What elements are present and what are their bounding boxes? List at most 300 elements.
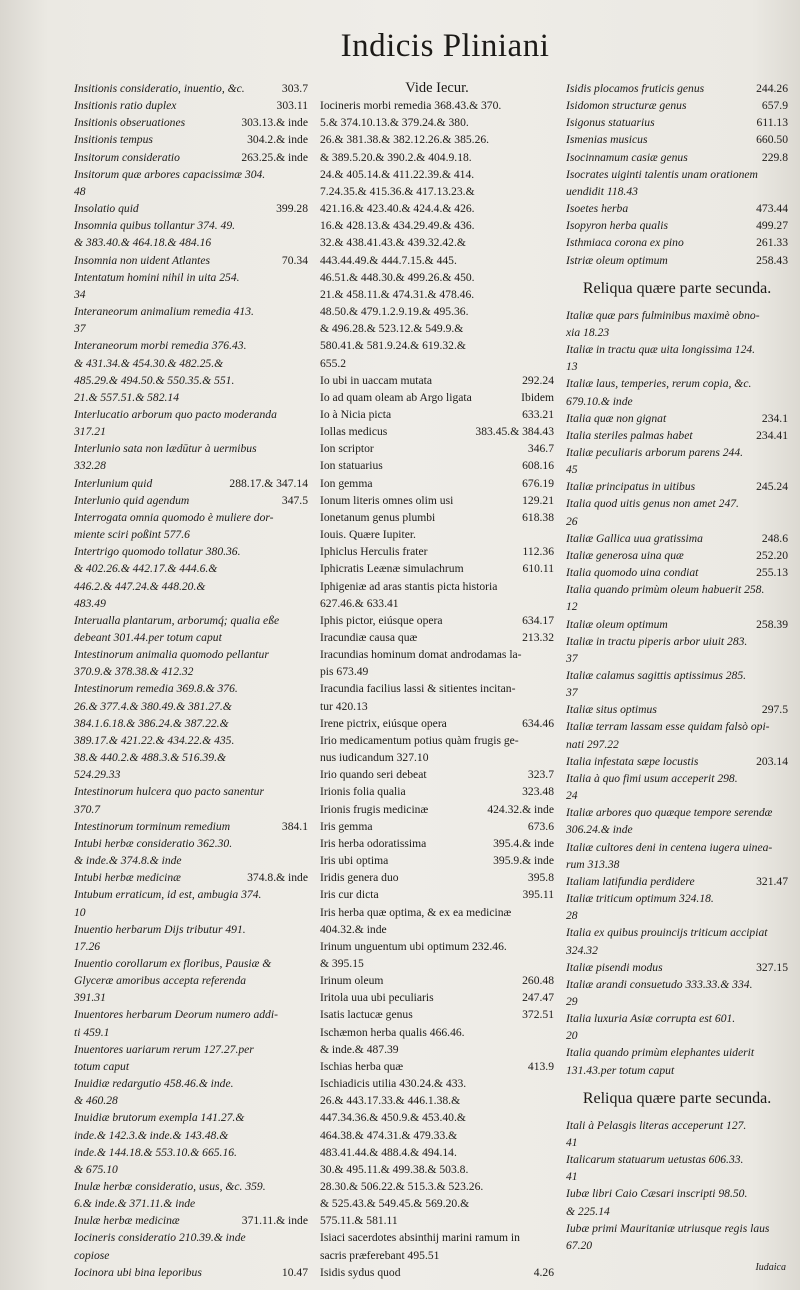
entry-page-ref: 260.48 bbox=[522, 974, 554, 988]
entry-page-ref: 611.13 bbox=[756, 116, 788, 130]
entry-page-ref: 245.24 bbox=[756, 480, 788, 494]
entry-page-ref: 395.8 bbox=[527, 871, 554, 885]
entry-text: Inuidiæ redargutio 458.46.& inde. & 460.28 bbox=[74, 1077, 234, 1108]
entry-page-ref: 473.44 bbox=[756, 202, 788, 216]
index-entry bbox=[566, 478, 788, 495]
index-entry bbox=[320, 680, 554, 714]
entry-text: Iris gemma bbox=[320, 819, 373, 833]
entry-page-ref: 303.13.& inde bbox=[241, 116, 308, 130]
index-entry bbox=[566, 97, 788, 114]
index-entry bbox=[320, 1229, 554, 1263]
index-entry bbox=[566, 200, 788, 217]
entry-text: Ion scriptor bbox=[320, 442, 374, 456]
entry-text: Io à Nicia picta bbox=[320, 407, 392, 421]
entry-text: Iridis genera duo bbox=[320, 871, 399, 885]
entry-text: Italia luxuria Asiæ corrupta est 601. 20 bbox=[566, 1012, 736, 1043]
entry-text: Ionum literis omnes olim usi bbox=[320, 493, 454, 507]
index-entry bbox=[566, 444, 788, 478]
entry-text: Irinum oleum bbox=[320, 974, 384, 988]
index-entry bbox=[320, 526, 554, 543]
entry-text: Iphiclus Herculis frater bbox=[320, 545, 428, 559]
entry-page-ref: 618.38 bbox=[522, 510, 554, 524]
entry-page-ref: 255.13 bbox=[756, 566, 788, 580]
entry-text: Ischiadicis utilia 430.24.& 433. 26.& 443.17.33.& 446.1.38.& 447.34.36.& 450.9.& 453.40.& 464.38.& 474.31.& 479.33.& 483.41.44.& 488.4.& 494.14. 30.& 495.11.& 499.38.& 503.8. 28.30.& 506.22.& 515.3.& 523.26. & 525.43.& 549.45.& 569.20.& 575.11.& 581.11 bbox=[320, 1077, 484, 1228]
entry-text: Inulæ herbæ consideratio, usus, &c. 359. 6.& inde.& 371.11.& inde bbox=[74, 1180, 266, 1211]
entry-text: Isiaci sacerdotes absinthij marini ramum in sacris præferebant 495.51 bbox=[320, 1231, 520, 1262]
index-entry bbox=[320, 543, 554, 560]
entry-text: Inuidiæ brutorum exempla 141.27.& inde.& 142.3.& inde.& 143.48.& inde.& 144.18.& 553.10.& 665.16. & 675.10 bbox=[74, 1111, 245, 1176]
entry-page-ref: 399.28 bbox=[276, 202, 308, 216]
entry-text: Italia quæ non gignat bbox=[566, 411, 667, 425]
entry-text: Inuentores herbarum Deorum numero addi- ti 459.1 bbox=[74, 1008, 278, 1039]
entry-text: Italiæ in tractu quæ uita longissima 124. 13 bbox=[566, 343, 756, 374]
entry-text: Italiæ pisendi modus bbox=[566, 960, 663, 974]
entry-text: Interrogata omnia quomodo è muliere dor- miente sciri poßint 577.6 bbox=[74, 510, 274, 542]
entry-page-ref: 323.7 bbox=[527, 768, 554, 782]
index-entry bbox=[566, 1044, 788, 1078]
entry-text: Interlucatio arborum quo pacto moderanda 317.21 bbox=[74, 407, 277, 439]
entry-text: Iollas medicus bbox=[320, 425, 388, 439]
entry-page-ref: 247.47 bbox=[522, 991, 554, 1005]
entry-page-ref: 70.34 bbox=[281, 253, 308, 267]
entry-page-ref: 229.8 bbox=[761, 150, 788, 164]
entry-text: Isidis plocamos fruticis genus bbox=[566, 82, 705, 95]
entry-text: Insitorum quæ arbores capacissimæ 304. 48 bbox=[74, 167, 266, 198]
index-entry bbox=[74, 149, 308, 166]
entry-text: Irene pictrix, eiúsque opera bbox=[320, 716, 447, 730]
entry-text: Ischæmon herba qualis 466.46. & inde.& 487.39 bbox=[320, 1025, 465, 1056]
entry-text: Iubæ primi Mauritaniæ utriusque regis laus 67.20 bbox=[566, 1221, 770, 1252]
entry-text: Interlunium quid bbox=[74, 476, 153, 490]
index-entry bbox=[566, 633, 788, 667]
index-entry bbox=[320, 560, 554, 577]
index-entry bbox=[74, 269, 308, 303]
entry-text: Insitionis consideratio, inuentio, &c. bbox=[74, 82, 245, 95]
index-entry bbox=[320, 989, 554, 1006]
entry-page-ref: 384.1 bbox=[281, 819, 308, 833]
entry-text: Insolatio quid bbox=[74, 202, 139, 216]
entry-text: Intubum erraticum, id est, ambugia 374. 10 bbox=[74, 888, 262, 919]
entry-text: Isoetes herba bbox=[566, 202, 629, 216]
index-entry bbox=[566, 217, 788, 234]
index-entry bbox=[74, 509, 308, 543]
entry-text: Italia quod uitis genus non amet 247. 26 bbox=[566, 497, 739, 528]
entry-text: Interaneorum morbi remedia 376.43. & 431.34.& 454.30.& 482.25.& 485.29.& 494.50.& 550.35.& 551. 21.& 557.51.& 582.14 bbox=[74, 339, 247, 404]
index-entry bbox=[74, 869, 308, 886]
entry-page-ref: Ibidem bbox=[521, 390, 554, 404]
entry-text: Irionis frugis medicinæ bbox=[320, 802, 429, 816]
entry-page-ref: 660.50 bbox=[756, 133, 788, 147]
entry-page-ref: 234.41 bbox=[756, 428, 788, 442]
entry-page-ref: 327.15 bbox=[756, 960, 788, 974]
cross-reference-heading: Vide Iecur. bbox=[405, 80, 469, 96]
index-entry bbox=[320, 1264, 554, 1281]
index-entry bbox=[74, 475, 308, 492]
index-entry bbox=[566, 839, 788, 873]
entry-page-ref: 395.4.& inde bbox=[493, 836, 554, 850]
index-entry bbox=[566, 341, 788, 375]
entry-text: Isigonus statuarius bbox=[566, 116, 655, 130]
entry-text: Insitionis tempus bbox=[74, 133, 153, 147]
entry-text: Italiæ generosa uina quæ bbox=[566, 548, 684, 562]
index-entry bbox=[566, 718, 788, 752]
entry-page-ref: 4.26 bbox=[533, 1265, 554, 1279]
index-entry bbox=[320, 492, 554, 509]
entry-text: Insitionis ratio duplex bbox=[74, 99, 177, 113]
index-entry bbox=[74, 217, 308, 251]
index-entry bbox=[320, 801, 554, 818]
middle-column-entries bbox=[320, 97, 554, 1281]
entry-page-ref: 395.9.& inde bbox=[493, 854, 554, 868]
entry-page-ref: 303.11 bbox=[276, 99, 308, 113]
index-entry bbox=[566, 547, 788, 564]
entry-page-ref: 321.47 bbox=[756, 874, 788, 888]
index-entry bbox=[566, 976, 788, 1010]
entry-text: Iris cur dicta bbox=[320, 888, 379, 902]
entry-page-ref: 676.19 bbox=[522, 476, 554, 490]
entry-page-ref: 258.43 bbox=[756, 253, 788, 267]
entry-text: Intestinorum torminum remedium bbox=[74, 819, 231, 833]
entry-text: Italicarum statuarum uetustas 606.33. 41 bbox=[566, 1153, 744, 1184]
index-entry bbox=[74, 955, 308, 1006]
index-entry bbox=[566, 890, 788, 924]
entry-page-ref: 371.11.& inde bbox=[241, 1214, 308, 1228]
index-entry bbox=[74, 252, 308, 269]
index-entry bbox=[320, 1075, 554, 1229]
right-column-entries-bottom bbox=[566, 1117, 788, 1254]
index-entry bbox=[320, 783, 554, 800]
entry-text: Italiæ quæ pars fulminibus maximè obno- xia 18.23 bbox=[566, 308, 760, 339]
entry-page-ref: 413.9 bbox=[527, 1059, 554, 1073]
entry-text: Italiæ in tractu piperis arbor uiuit 283. 37 bbox=[566, 634, 748, 665]
index-entry bbox=[320, 1006, 554, 1023]
index-entry bbox=[74, 114, 308, 131]
index-entry bbox=[74, 1041, 308, 1075]
entry-text: Italia quomodo uina condiat bbox=[566, 566, 699, 580]
index-entry bbox=[566, 924, 788, 958]
index-entry bbox=[320, 406, 554, 423]
index-entry bbox=[566, 530, 788, 547]
index-entry bbox=[566, 873, 788, 890]
entry-text: Ion gemma bbox=[320, 476, 373, 490]
entry-page-ref: 323.48 bbox=[522, 785, 554, 799]
entry-page-ref: 261.33 bbox=[756, 236, 788, 250]
index-entry bbox=[566, 701, 788, 718]
index-entry bbox=[566, 166, 788, 200]
entry-page-ref: 383.45.& 384.43 bbox=[475, 425, 554, 439]
index-entry bbox=[320, 1058, 554, 1075]
entry-page-ref: 297.5 bbox=[761, 703, 788, 717]
index-entry bbox=[74, 543, 308, 612]
entry-page-ref: 263.25.& inde bbox=[241, 150, 308, 164]
entry-text: Interlunio sata non lædūtur à uermibus 332.28 bbox=[74, 442, 257, 473]
index-entry bbox=[320, 904, 554, 938]
index-entry bbox=[320, 457, 554, 474]
index-entry bbox=[320, 646, 554, 680]
entry-text: Insomnia non uident Atlantes bbox=[74, 253, 211, 267]
section-heading-1: Reliqua quære parte secunda. bbox=[582, 279, 772, 297]
entry-text: Io ubi in uaccam mutata bbox=[320, 373, 433, 387]
entry-text: Insitorum consideratio bbox=[74, 150, 180, 164]
entry-text: Iritola uua ubi peculiaris bbox=[320, 991, 434, 1005]
index-entry bbox=[74, 1212, 308, 1229]
right-column-entries-middle bbox=[566, 307, 788, 1079]
index-entry bbox=[566, 1185, 788, 1219]
entry-text: Io ad quam oleam ab Argo ligata bbox=[320, 390, 472, 404]
index-entry bbox=[566, 131, 788, 148]
entry-text: Isthmiaca corona ex pino bbox=[566, 236, 684, 250]
index-entry bbox=[320, 629, 554, 646]
entry-text: Isatis lactucæ genus bbox=[320, 1008, 413, 1022]
entry-text: Italiæ situs optimus bbox=[566, 703, 657, 717]
entry-text: Insomnia quibus tollantur 374. 49. & 383.40.& 464.18.& 484.16 bbox=[74, 219, 236, 250]
entry-page-ref: 499.27 bbox=[756, 219, 788, 233]
index-entry bbox=[320, 509, 554, 526]
entry-text: Intestinorum remedia 369.8.& 376. 26.& 377.4.& 380.49.& 381.27.& 384.1.6.18.& 386.24.& 387.22.& 389.17.& 421.22.& 434.22.& 435. 38.& 440.2.& 488.3.& 516.39.& 524.29.33 bbox=[74, 682, 238, 782]
index-entry bbox=[566, 307, 788, 341]
entry-text: Irinum unguentum ubi optimum 232.46. & 395.15 bbox=[320, 939, 507, 970]
index-entry bbox=[74, 612, 308, 646]
entry-text: Italia steriles palmas habet bbox=[566, 428, 693, 442]
entry-text: Intubi herbæ consideratio 362.30. & inde.& 374.8.& inde bbox=[74, 836, 233, 868]
index-entry bbox=[566, 753, 788, 770]
index-entry bbox=[320, 938, 554, 972]
index-entry bbox=[566, 616, 788, 633]
entry-text: Iracundias hominum domat androdamas la- pis 673.49 bbox=[320, 648, 522, 679]
entry-page-ref: 203.14 bbox=[756, 754, 788, 768]
entry-text: Iracundiæ causa quæ bbox=[320, 631, 418, 644]
index-entry bbox=[74, 97, 308, 114]
entry-page-ref: 248.6 bbox=[761, 531, 788, 545]
entry-text: Iphigeniæ ad aras stantis picta historia 627.46.& 633.41 bbox=[320, 579, 498, 610]
index-entry bbox=[320, 440, 554, 457]
index-entry bbox=[74, 818, 308, 835]
index-entry bbox=[74, 783, 308, 817]
index-entry bbox=[74, 1264, 308, 1281]
entry-page-ref: 252.20 bbox=[756, 548, 788, 562]
index-entry bbox=[74, 1178, 308, 1212]
entry-page-ref: 213.32 bbox=[522, 631, 554, 644]
index-entry bbox=[320, 715, 554, 732]
index-entry bbox=[566, 80, 788, 97]
index-entry bbox=[320, 423, 554, 440]
index-entry bbox=[566, 427, 788, 444]
index-entry bbox=[74, 166, 308, 200]
entry-page-ref: 292.24 bbox=[522, 373, 554, 387]
index-entry bbox=[320, 612, 554, 629]
entry-text: Irio medicamentum potius quàm frugis ge- nus iudicandum 327.10 bbox=[320, 733, 519, 765]
index-entry bbox=[74, 80, 308, 97]
entry-text: Intubi herbæ medicinæ bbox=[74, 871, 181, 885]
entry-page-ref: 608.16 bbox=[522, 459, 554, 473]
entry-text: Iocinora ubi bina leporibus bbox=[74, 1265, 202, 1279]
entry-text: Iphis pictor, eiúsque opera bbox=[320, 613, 443, 627]
entry-page-ref: 303.7 bbox=[281, 82, 308, 95]
entry-text: Intestinorum hulcera quo pacto sanentur 370.7 bbox=[74, 785, 264, 816]
middle-column bbox=[320, 80, 554, 1281]
entry-text: Italia à quo fimi usum acceperit 298. 24 bbox=[566, 771, 738, 803]
index-entry bbox=[320, 818, 554, 835]
index-entry bbox=[320, 869, 554, 886]
section-heading-2: Reliqua quære parte secunda. bbox=[582, 1089, 772, 1107]
index-entry bbox=[566, 804, 788, 838]
index-entry bbox=[320, 835, 554, 852]
left-column bbox=[74, 80, 308, 1281]
entry-text: Isopyron herba qualis bbox=[566, 219, 668, 233]
entry-page-ref: 395.11 bbox=[522, 888, 554, 902]
entry-text: Iris herba odoratissima bbox=[320, 836, 427, 850]
entry-text: Inuentores uariarum rerum 127.27.per totum caput bbox=[74, 1042, 254, 1073]
index-entry bbox=[566, 410, 788, 427]
index-entry bbox=[566, 959, 788, 976]
entry-text: Intertrigo quomodo tollatur 380.36. & 402.26.& 442.17.& 444.6.& 446.2.& 447.24.& 448.20.& 483.49 bbox=[74, 545, 241, 610]
entry-text: Isidis sydus quod bbox=[320, 1265, 401, 1279]
entry-text: Italiæ peculiaris arborum parens 244. 45 bbox=[566, 445, 744, 477]
index-entry bbox=[74, 440, 308, 474]
page-title: Indicis Pliniani bbox=[340, 28, 550, 64]
entry-text: Italiam latifundia perdidere bbox=[566, 874, 695, 888]
index-entry bbox=[320, 475, 554, 492]
entry-page-ref: 129.21 bbox=[522, 493, 554, 507]
catchword: Iudaica bbox=[755, 1262, 786, 1273]
entry-text: Itali à Pelasgis literas acceperunt 127. 41 bbox=[566, 1118, 747, 1149]
entry-text: Isidomon structuræ genus bbox=[566, 99, 687, 113]
index-entry bbox=[74, 1075, 308, 1109]
entry-text: Italiæ Gallica uua gratissima bbox=[566, 531, 703, 545]
index-entry bbox=[566, 114, 788, 131]
index-entry bbox=[74, 1109, 308, 1178]
index-entry bbox=[320, 372, 554, 389]
entry-text: Istriæ oleum optimum bbox=[566, 253, 668, 267]
entry-text: Intentatum homini nihil in uita 254. 34 bbox=[74, 270, 240, 301]
entry-page-ref: 347.5 bbox=[281, 493, 308, 507]
index-entry bbox=[74, 200, 308, 217]
entry-text: Italiæ calamus sagittis aptissimus 285. 37 bbox=[566, 669, 747, 700]
index-entry bbox=[74, 886, 308, 920]
index-entry bbox=[566, 1117, 788, 1151]
index-entry bbox=[320, 852, 554, 869]
entry-text: Italiæ laus, temperies, rerum copia, &c. 679.10.& inde bbox=[566, 377, 752, 408]
entry-text: Italiæ principatus in uitibus bbox=[566, 480, 696, 494]
index-entry bbox=[566, 495, 788, 529]
entry-page-ref: 424.32.& inde bbox=[487, 802, 554, 816]
entry-text: Italia quando primùm elephantes uiderit 131.43.per totum caput bbox=[566, 1046, 755, 1077]
entry-text: Inuentio corollarum ex floribus, Pausiæ & Glyceræ amoribus accepta referenda 391.31 bbox=[74, 956, 272, 1005]
index-entry bbox=[566, 581, 788, 615]
index-entry bbox=[566, 770, 788, 804]
entry-page-ref: 244.26 bbox=[756, 82, 788, 95]
entry-text: Italiæ triticum optimum 324.18. 28 bbox=[566, 892, 714, 923]
index-entry bbox=[320, 97, 554, 372]
index-entry bbox=[566, 234, 788, 251]
entry-text: Italiæ cultores deni in centena iugera uinea- rum 313.38 bbox=[566, 840, 773, 871]
entry-text: Iouis. Quære Iupiter. bbox=[320, 528, 416, 542]
index-entry bbox=[74, 1229, 308, 1263]
index-entry bbox=[566, 1010, 788, 1044]
index-entry bbox=[320, 972, 554, 989]
index-entry bbox=[566, 1151, 788, 1185]
entry-text: Iubæ libri Caio Cæsari inscripti 98.50. & 225.14 bbox=[566, 1187, 748, 1218]
index-entry bbox=[566, 149, 788, 166]
entry-text: Italia quando primùm oleum habuerit 258. 12 bbox=[566, 583, 765, 614]
entry-text: Italiæ arbores quo quæque tempore serendæ 306.24.& inde bbox=[566, 806, 773, 837]
index-entry bbox=[74, 492, 308, 509]
entry-text: Italia infestata sæpe locustis bbox=[566, 754, 699, 768]
entry-text: Ischias herba quæ bbox=[320, 1059, 404, 1073]
index-entry bbox=[74, 1006, 308, 1040]
entry-text: Isocrates uiginti talentis unam orationem uendidit 118.43 bbox=[566, 167, 758, 198]
index-entry bbox=[74, 680, 308, 783]
entry-text: Inuentio herbarum Dijs tributur 491. 17.26 bbox=[74, 922, 246, 953]
index-entry bbox=[74, 303, 308, 337]
entry-text: Ionetanum genus plumbi bbox=[320, 510, 436, 524]
index-entry bbox=[566, 667, 788, 701]
entry-page-ref: 673.6 bbox=[527, 819, 554, 833]
index-entry bbox=[74, 921, 308, 955]
entry-text: Iocineris morbi remedia 368.43.& 370. 5.& 374.10.13.& 379.24.& 380. 26.& 381.38.& 382.12.26.& 385.26. & 389.5.20.& 390.2.& 404.9.18. 24.& 405.14.& 411.22.39.& 414. 7.24.35.& 415.36.& 417.13.23.& 421.16.& 423.40.& 424.4.& 426. 16.& 428.13.& 434.29.49.& 436. 32.& 438.41.43.& 439.32.42.& 443.44.49.& 444.7.15.& 445. 46.51.& 448.30.& 499.26.& 450. 21.& 458.11.& 474.31.& 478.46. 48.50.& 479.1.2.9.19.& 495.36. & 496.28.& 523.12.& 549.9.& 580.41.& 581.9.24.& 619.32.& 655.2 bbox=[320, 99, 502, 370]
entry-text: Iris herba quæ optima, & ex ea medicinæ 404.32.& inde bbox=[320, 905, 512, 936]
index-entry bbox=[320, 1024, 554, 1058]
index-entry bbox=[74, 835, 308, 869]
entry-page-ref: 234.1 bbox=[761, 411, 788, 425]
right-column bbox=[566, 80, 788, 1254]
entry-text: Interaneorum animalium remedia 413. 37 bbox=[74, 305, 254, 336]
entry-page-ref: 634.46 bbox=[522, 716, 554, 730]
entry-page-ref: 633.21 bbox=[522, 407, 554, 421]
entry-page-ref: 610.11 bbox=[522, 562, 554, 576]
index-entry bbox=[320, 389, 554, 406]
entry-text: Ion statuarius bbox=[320, 459, 383, 473]
entry-page-ref: 112.36 bbox=[522, 545, 554, 559]
entry-text: Ismenias musicus bbox=[566, 133, 648, 147]
index-entry bbox=[566, 252, 788, 269]
index-entry bbox=[320, 578, 554, 612]
entry-page-ref: 634.17 bbox=[522, 613, 554, 627]
entry-text: Insitionis obseruationes bbox=[74, 116, 186, 130]
entry-page-ref: 374.8.& inde bbox=[247, 871, 308, 885]
entry-text: Italiæ arandi consuetudo 333.33.& 334. 29 bbox=[566, 977, 753, 1008]
entry-text: Italiæ oleum optimum bbox=[566, 617, 668, 631]
entry-page-ref: 258.39 bbox=[756, 617, 788, 631]
entry-text: Italiæ terram lassam esse quidam falsò opi- nati 297.22 bbox=[566, 720, 770, 751]
index-entry bbox=[74, 646, 308, 680]
index-entry bbox=[74, 337, 308, 406]
entry-text: Iphicratis Leænæ simulachrum bbox=[320, 562, 464, 576]
entry-text: Irio quando seri debeat bbox=[320, 768, 427, 782]
entry-text: Iris ubi optima bbox=[320, 854, 389, 868]
right-column-entries-top bbox=[566, 80, 788, 269]
entry-page-ref: 288.17.& 347.14 bbox=[229, 476, 308, 490]
entry-text: Interualla plantarum, arborumq́; qualia eße debeant 301.44.per totum caput bbox=[74, 613, 280, 644]
entry-page-ref: 657.9 bbox=[761, 99, 788, 113]
entry-text: Interlunio quid agendum bbox=[74, 493, 190, 507]
entry-text: Iocineris consideratio 210.39.& inde copiose bbox=[74, 1231, 246, 1262]
index-entry bbox=[320, 886, 554, 903]
index-entry bbox=[74, 406, 308, 440]
entry-text: Italia ex quibus prouincijs triticum accipiat 324.32 bbox=[566, 926, 768, 957]
entry-text: Irionis folia qualia bbox=[320, 785, 406, 799]
entry-text: Intestinorum animalia quomodo pellantur 370.9.& 378.38.& 412.32 bbox=[74, 648, 269, 679]
index-entry bbox=[74, 131, 308, 148]
entry-page-ref: 10.47 bbox=[281, 1265, 308, 1279]
entry-page-ref: 346.7 bbox=[527, 442, 554, 456]
entry-text: Inulæ herbæ medicinæ bbox=[74, 1214, 180, 1228]
entry-text: Iracundia facilius lassi & sitientes incitan- tur 420.13 bbox=[320, 682, 516, 713]
index-entry bbox=[566, 1220, 788, 1254]
entry-page-ref: 304.2.& inde bbox=[247, 133, 308, 147]
entry-text: Isocinnamum casiæ genus bbox=[566, 150, 688, 164]
index-entry bbox=[566, 375, 788, 409]
